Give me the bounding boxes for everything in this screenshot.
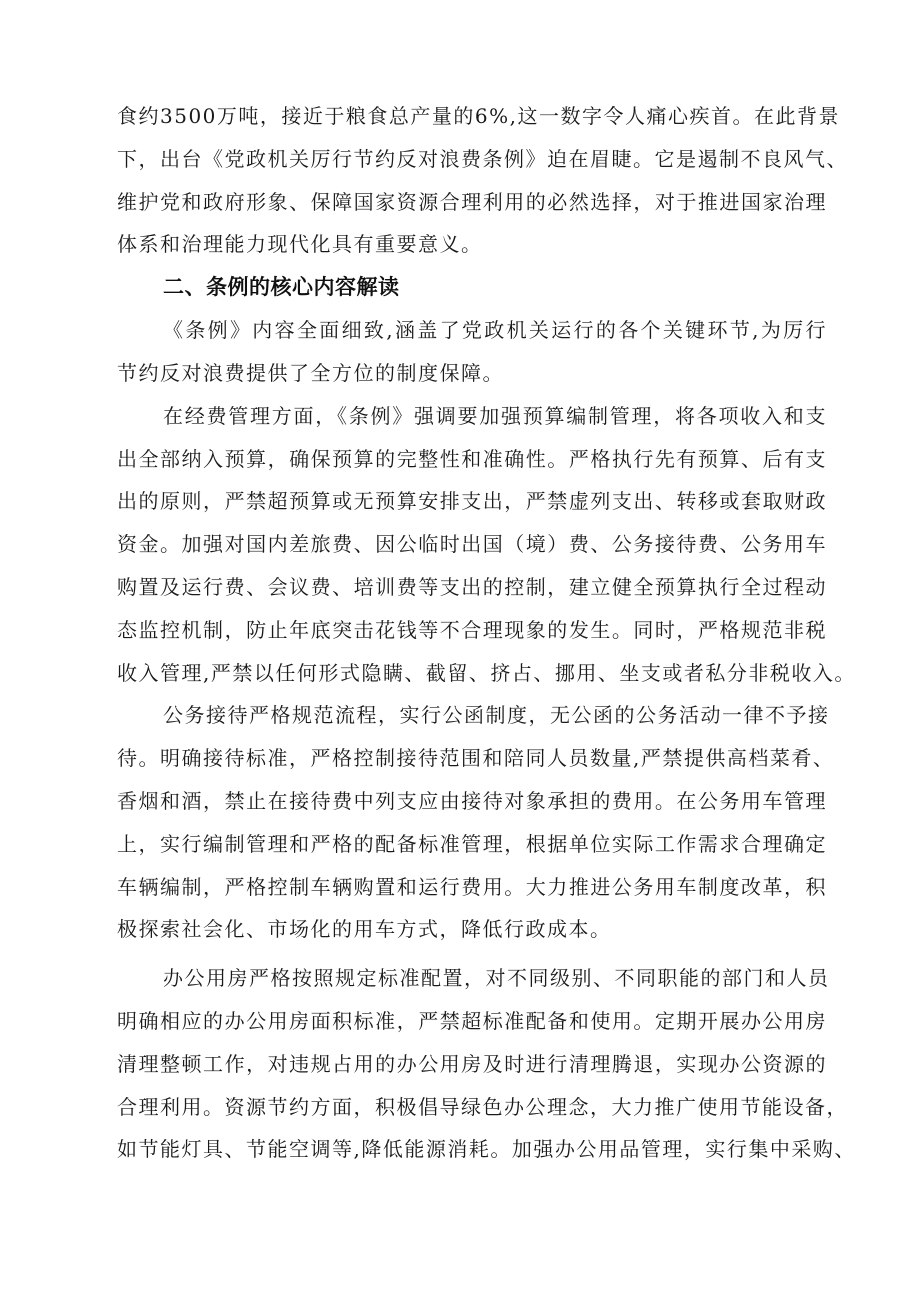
paragraph-overview (117, 309, 827, 395)
text-line: 维护党和政府形象、保障国家资源合理利用的必然选择，对于推进国家治理 (117, 189, 827, 214)
text-line: 收入管理,严禁以任何形式隐瞒、截留、挤占、挪用、坐支或者私分非税收入。 (117, 660, 856, 685)
text-line: 出的原则，严禁超预算或无预算安排支出，严禁虚列支出、转移或套取财政 (117, 489, 827, 514)
text-line: 出全部纳入预算，确保预算的完整性和准确性。严格执行先有预算、后有支 (117, 446, 827, 471)
text-line: 待。明确接待标准，严格控制接待范围和陪同人员数量,严禁提供高档菜肴、 (117, 746, 835, 771)
text-line: 购置及运行费、会议费、培训费等支出的控制，建立健全预算执行全过程动 (117, 574, 827, 599)
text-line: 体系和治理能力现代化具有重要意义。 (117, 232, 483, 257)
text-line: 明确相应的办公用房面积标准，严禁超标准配备和使用。定期开展办公用房 (117, 1008, 827, 1033)
text-line: 节约反对浪费提供了全方位的制度保障。 (117, 360, 504, 385)
text-line: 《条例》内容全面细致,涵盖了党政机关运行的各个关键环节,为厉行 (163, 318, 827, 343)
section-heading: 二、条例的核心内容解读 (163, 275, 400, 300)
text-line: 资金。加强对国内差旅费、因公临时出国（境）费、公务接待费、公务用车 (117, 532, 827, 557)
text-line: 态监控机制，防止年底突击花钱等不合理现象的发生。同时，严格规范非税 (117, 617, 827, 642)
text-line: 如节能灯具、节能空调等,降低能源消耗。加强办公用品管理，实行集中采购、 (117, 1137, 856, 1162)
text-line: 公务接待严格规范流程，实行公函制度，无公函的公务活动一律不予接 (163, 703, 830, 728)
paragraph-official-reception (117, 694, 835, 951)
text-line: 车辆编制，严格控制车辆购置和运行费用。大力推进公务用车制度改革，积 (117, 874, 827, 899)
text-line: 合理利用。资源节约方面，积极倡导绿色办公理念，大力推广使用节能设备， (117, 1094, 848, 1119)
text-line: 上，实行编制管理和严格的配备标准管理，根据单位实际工作需求合理确定 (117, 831, 827, 856)
paragraph-funding-management (117, 395, 856, 695)
text-line: 极探索社会化、市场化的用车方式，降低行政成本。 (117, 917, 612, 942)
text-line: 清理整顿工作，对违规占用的办公用房及时进行清理腾退，实现办公资源的 (117, 1051, 827, 1076)
text-line: 在经费管理方面，《条例》强调要加强预算编制管理，将各项收入和支 (163, 403, 827, 428)
text-line: 香烟和酒，禁止在接待费中列支应由接待对象承担的费用。在公务用车管理 (117, 788, 827, 813)
document-body (117, 95, 856, 1171)
text-line: 下，出台《党政机关厉行节约反对浪费条例》迫在眉睫。它是遏制不良风气、 (117, 146, 848, 171)
text-line: 食约3500万吨，接近于粮食总产量的6%,这一数字令人痛心疾首。在此背景 (117, 104, 840, 128)
paragraph-intro-continuation (117, 95, 848, 266)
paragraph-office-space (117, 957, 856, 1171)
text-line: 办公用房严格按照规定标准配置，对不同级别、不同职能的部门和人员 (163, 966, 830, 991)
